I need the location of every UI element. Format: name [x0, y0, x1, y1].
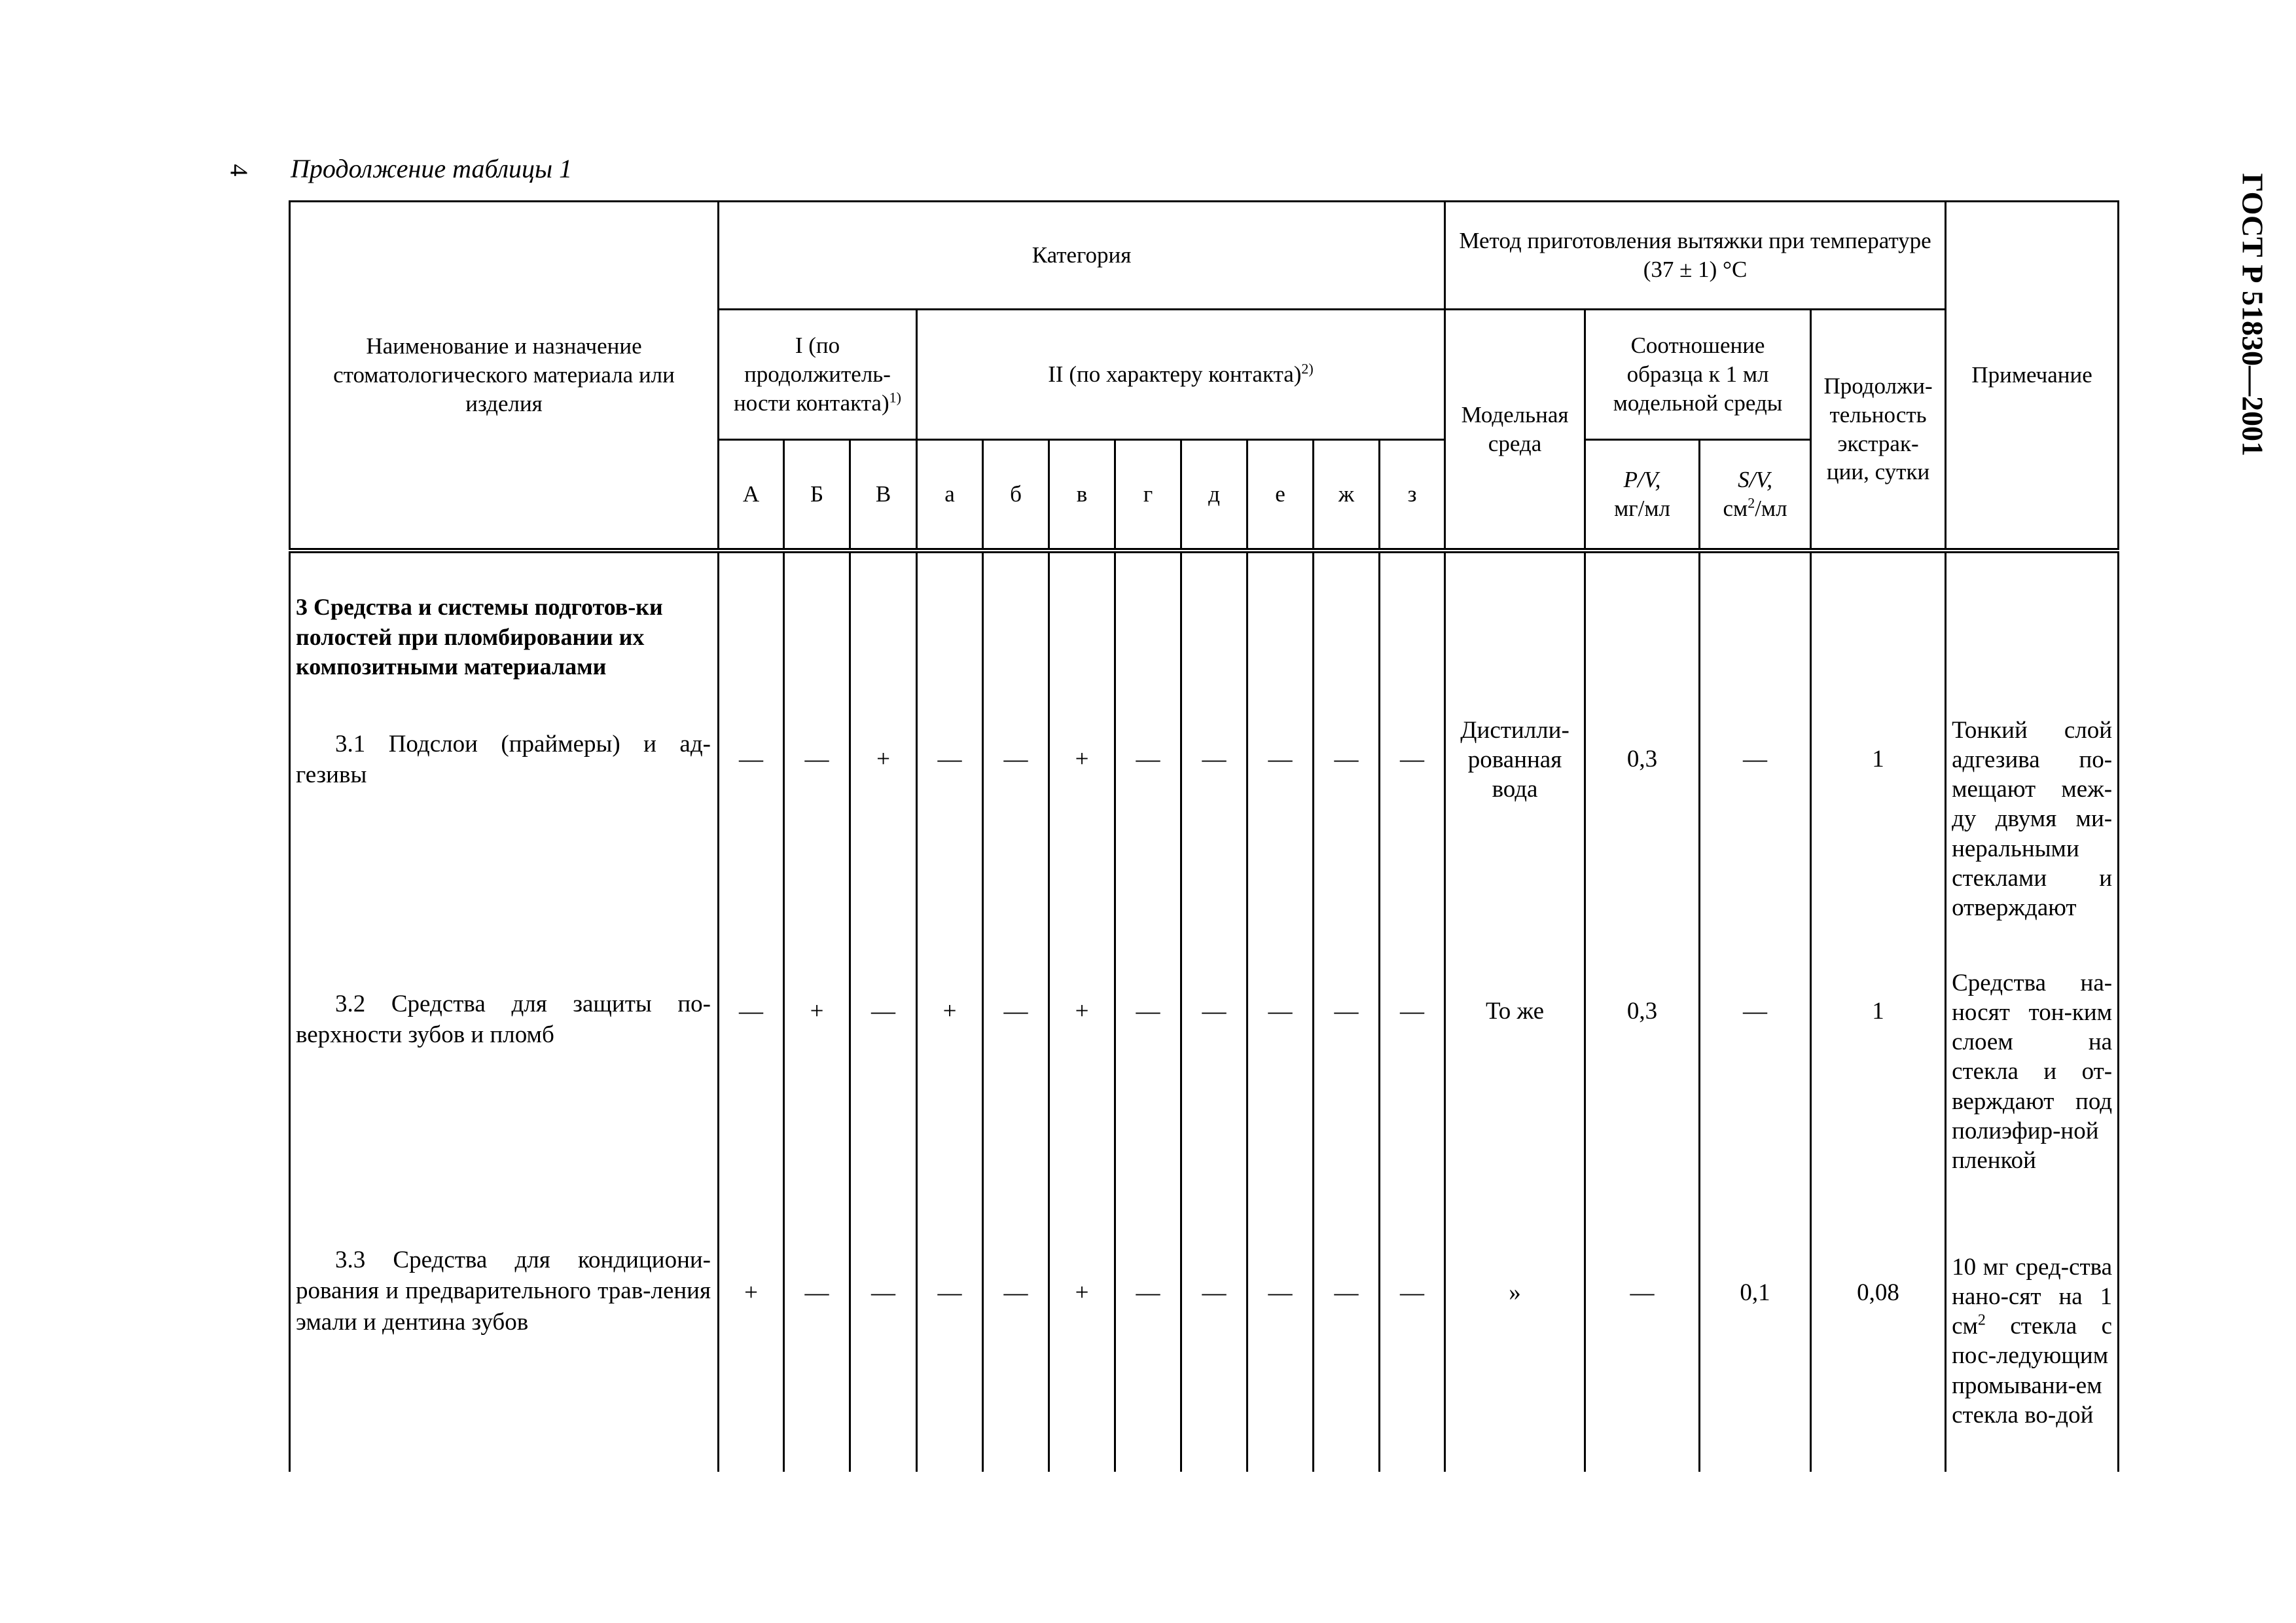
- row-name: 3.2 Средства для защиты по-верхности зубов и пломб: [296, 991, 711, 1049]
- header-letter: в: [1049, 440, 1115, 551]
- header-note: Примечание: [1946, 202, 2119, 551]
- mark-cell: —: [1334, 746, 1359, 773]
- gost-designation: ГОСТ Р 51830—2001: [2236, 173, 2270, 456]
- mark-cell: —: [937, 746, 962, 773]
- pv-cell: 0,3: [1626, 998, 1658, 1025]
- row-name: 3.3 Средства для кондициони-рования и предварительного трав-ления эмали и дентина зубов: [296, 1247, 711, 1336]
- header-cat1: I (по продолжитель-ности контакта)$^{1)}$: [719, 310, 917, 440]
- mark-cell: —: [804, 1279, 829, 1306]
- header-letter: А: [719, 440, 784, 551]
- mark-cell: —: [1268, 746, 1293, 773]
- header-letter: В: [850, 440, 917, 551]
- mark-cell: —: [871, 1279, 895, 1306]
- mark-column: [1247, 551, 1314, 1472]
- sv-column: [1700, 551, 1811, 1472]
- mark-cell: —: [1003, 998, 1028, 1025]
- header-letter: а: [917, 440, 983, 551]
- table-caption: Продолжение таблицы 1: [291, 154, 573, 183]
- duration-column: [1811, 551, 1946, 1472]
- mark-column: [1181, 551, 1247, 1472]
- pv-column: [1585, 551, 1700, 1472]
- mark-cell: —: [937, 1279, 962, 1306]
- name-column: [290, 551, 719, 1472]
- header-letter: г: [1115, 440, 1181, 551]
- medium-column: [1445, 551, 1585, 1472]
- mark-column: [917, 551, 983, 1472]
- duration-cell: 1: [1872, 998, 1884, 1025]
- mark-cell: +: [942, 998, 957, 1025]
- mark-cell: +: [1075, 746, 1089, 773]
- header-letter: е: [1247, 440, 1314, 551]
- header-name: Наименование и назначение стоматологического материала или изделия: [290, 202, 719, 551]
- sv-cell: —: [1743, 746, 1768, 773]
- header-method: Метод приготовления вытяжки при температуре (37 ± 1) °С: [1445, 202, 1946, 310]
- row-name: 3.1 Подслои (праймеры) и ад-гезивы: [296, 731, 711, 789]
- header-letter: б: [983, 440, 1049, 551]
- mark-column: [1380, 551, 1445, 1472]
- header-ratio: Соотношение образца к 1 мл модельной среды: [1585, 310, 1811, 440]
- mark-column: [983, 551, 1049, 1472]
- header-medium: Модельная среда: [1445, 310, 1585, 551]
- mark-cell: +: [1075, 1279, 1089, 1306]
- mark-column: [1115, 551, 1181, 1472]
- header-letter: Б: [784, 440, 850, 551]
- mark-cell: —: [1400, 746, 1425, 773]
- mark-column: [719, 551, 784, 1472]
- header-pv: P/V, мг/мл: [1585, 440, 1700, 551]
- header-letter: з: [1380, 440, 1445, 551]
- mark-cell: —: [1003, 1279, 1028, 1306]
- mark-cell: —: [1268, 998, 1293, 1025]
- mark-column: [1314, 551, 1380, 1472]
- header-letter: ж: [1314, 440, 1380, 551]
- note-cell: 10 мг сред-ства нано-сят на 1 $см^2$ стекла с пос-ледующим промывани-ем стекла во-дой: [1952, 1254, 2113, 1429]
- note-column: [1946, 551, 2119, 1472]
- note-cell: Тонкий слой адгезива по-мещают меж-ду двумя ми-неральными стеклами и отверждают: [1952, 717, 2113, 921]
- pv-cell: 0,3: [1626, 746, 1658, 773]
- mark-cell: —: [1136, 998, 1160, 1025]
- mark-column: [850, 551, 917, 1472]
- note-cell: Средства на-носят тон-ким слоем на стекла и от-верждают под полиэфир-ной пленкой: [1952, 970, 2113, 1174]
- mark-cell: —: [1202, 1279, 1227, 1306]
- duration-cell: 1: [1872, 746, 1884, 773]
- duration-cell: 0,08: [1857, 1279, 1899, 1306]
- header-cat2: II (по характеру контакта)$^{2)}$: [917, 310, 1445, 440]
- mark-cell: —: [1268, 1279, 1293, 1306]
- header-category: Категория: [719, 202, 1445, 310]
- mark-cell: —: [739, 998, 763, 1025]
- page-number: 4: [224, 164, 253, 177]
- section-title: 3 Средства и системы подготов-ки полостей при пломбировании их композитными материалами: [296, 594, 663, 680]
- mark-cell: —: [1136, 1279, 1160, 1306]
- mark-cell: —: [1202, 998, 1227, 1025]
- medium-cell: Дистилли-рованная вода: [1460, 717, 1570, 803]
- header-sv: S/V, $см^2/мл$: [1700, 440, 1811, 551]
- mark-cell: —: [1136, 746, 1160, 773]
- mark-cell: —: [1400, 1279, 1425, 1306]
- sv-cell: 0,1: [1740, 1279, 1770, 1306]
- header-letter: д: [1181, 440, 1247, 551]
- mark-cell: —: [871, 998, 895, 1025]
- mark-cell: +: [744, 1279, 758, 1306]
- mark-cell: —: [1400, 998, 1425, 1025]
- mark-cell: +: [810, 998, 824, 1025]
- header-duration: Продолжи-тельность экстрак-ции, сутки: [1811, 310, 1946, 551]
- mark-cell: —: [1202, 746, 1227, 773]
- medium-cell: То же: [1485, 998, 1545, 1025]
- data-table: [289, 200, 2119, 1472]
- mark-cell: +: [876, 746, 890, 773]
- pv-cell: —: [1630, 1279, 1655, 1306]
- medium-cell: »: [1509, 1279, 1521, 1306]
- mark-cell: +: [1075, 998, 1089, 1025]
- mark-cell: —: [1003, 746, 1028, 773]
- mark-column: [784, 551, 850, 1472]
- sv-cell: —: [1743, 998, 1768, 1025]
- mark-cell: —: [1334, 998, 1359, 1025]
- mark-cell: —: [739, 746, 763, 773]
- mark-cell: —: [1334, 1279, 1359, 1306]
- mark-column: [1049, 551, 1115, 1472]
- mark-cell: —: [804, 746, 829, 773]
